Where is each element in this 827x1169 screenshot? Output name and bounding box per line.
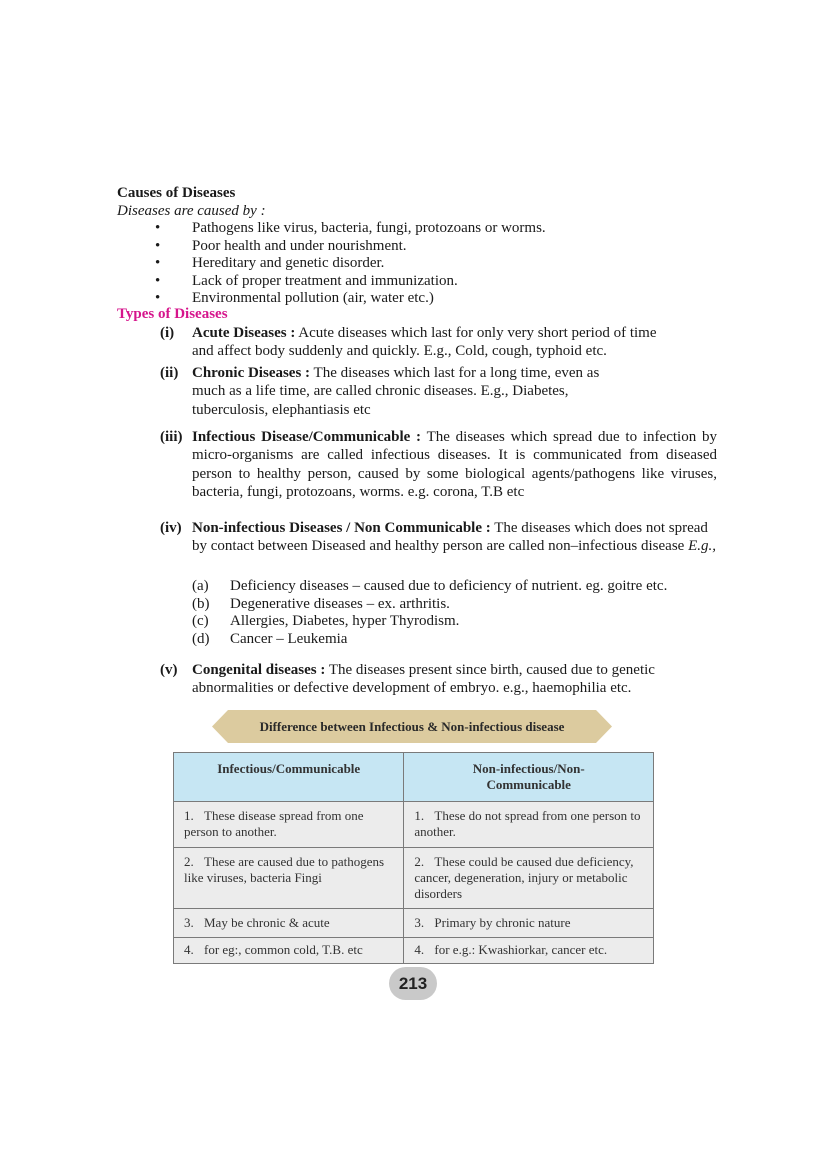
list-item: • Lack of proper treatment and immunization.: [155, 272, 458, 289]
table-cell: 4. for eg:, common cold, T.B. etc: [174, 938, 404, 964]
table-row: [174, 909, 654, 938]
table-cell: 1. These do not spread from one person to another.: [404, 802, 654, 848]
item-number: (i): [160, 325, 175, 341]
table-cell: 2. These are caused due to pathogens like viruses, bacteria Fingi: [174, 848, 404, 909]
comparison-banner-title: Difference between Infectious & Non-infectious disease: [259, 719, 565, 734]
table-cell: 2. These could be caused due deficiency, cancer, degeneration, injury or metabolic disorders: [404, 848, 654, 909]
table-header: Non-infectious/Non-Communicable: [404, 753, 654, 802]
item-term: Chronic Diseases :: [192, 365, 311, 381]
section-title-types: Types of Diseases: [117, 306, 228, 322]
list-item: • Poor health and under nourishment.: [155, 237, 407, 254]
causes-subtitle: Diseases are caused by :: [117, 203, 266, 219]
table-cell: 4. for e.g.: Kwashiorkar, cancer etc.: [404, 938, 654, 964]
list-item: • Pathogens like virus, bacteria, fungi, protozoans or worms.: [155, 220, 546, 236]
disease-type-infectious: [160, 428, 717, 501]
sub-item: (c) Allergies, Diabetes, hyper Thyrodism.: [192, 613, 460, 629]
bullet-icon: •: [155, 272, 161, 289]
item-number: (v): [160, 662, 178, 678]
causes-list: [155, 220, 546, 308]
table-cell: 1. These disease spread from one person to another.: [174, 802, 404, 848]
item-number: (ii): [160, 365, 179, 381]
sub-item: (d) Cancer – Leukemia: [192, 630, 348, 647]
item-term: Infectious Disease/Communicable :: [192, 429, 422, 445]
sub-item: (a) Deficiency diseases – caused due to deficiency of nutrient. eg. goitre etc.: [192, 578, 668, 594]
table-row: [174, 802, 654, 848]
disease-type-acute: [160, 324, 717, 361]
table-header-row: [174, 753, 654, 802]
item-number: (iv): [160, 520, 182, 536]
item-text: Acute diseases which last for only very short period of time and affect body suddenly and quickly. E.g., Cold, cough, typhoid etc.: [192, 325, 657, 360]
table-cell: 3. May be chronic & acute: [174, 909, 404, 938]
item-text: The diseases which spread due to infection by micro-organisms are called infectious diseases. It is communicated from diseased person to healthy person, caused by some biological agents/pathogens like viruses, bacteria, fungi, protozoans, worms. e.g. corona, T.B etc: [192, 429, 717, 500]
item-text: The diseases present since birth, caused due to genetic abnormalities or defective development of embryo. e.g., haemophilia etc.: [192, 662, 655, 697]
list-item: • Hereditary and genetic disorder.: [155, 255, 385, 271]
bullet-icon: •: [155, 220, 161, 236]
table-header: Infectious/Communicable: [174, 753, 404, 802]
item-text: The diseases which last for a long time, even as much as a life time, are called chronic diseases. E.g., Diabetes, tuberculosis, elephantiasis etc: [192, 365, 600, 418]
item-text: The diseases which does not spread by contact between Diseased and healthy person are called non–infectious disease: [192, 520, 708, 555]
sub-item: (b) Degenerative diseases – ex. arthritis.: [192, 595, 450, 612]
comparison-table: [173, 752, 654, 964]
item-term: Congenital diseases :: [192, 662, 326, 678]
item-term: Acute Diseases :: [192, 325, 296, 341]
item-number: (iii): [160, 429, 183, 445]
page-number: 213: [398, 974, 428, 993]
table-row: [174, 938, 654, 964]
item-eg: E.g.,: [688, 538, 716, 555]
bullet-icon: •: [155, 237, 161, 254]
bullet-icon: •: [155, 290, 161, 306]
disease-type-congenital: [160, 661, 717, 698]
table-row: [174, 848, 654, 909]
disease-type-chronic: [160, 364, 717, 419]
item-term: Non-infectious Diseases / Non Communicable :: [192, 520, 491, 536]
table-cell: 3. Primary by chronic nature: [404, 909, 654, 938]
bullet-icon: •: [155, 255, 161, 271]
list-item: • Environmental pollution (air, water etc.): [155, 290, 434, 306]
section-title-causes: Causes of Diseases: [117, 185, 236, 201]
disease-type-non-infectious: [160, 519, 717, 556]
